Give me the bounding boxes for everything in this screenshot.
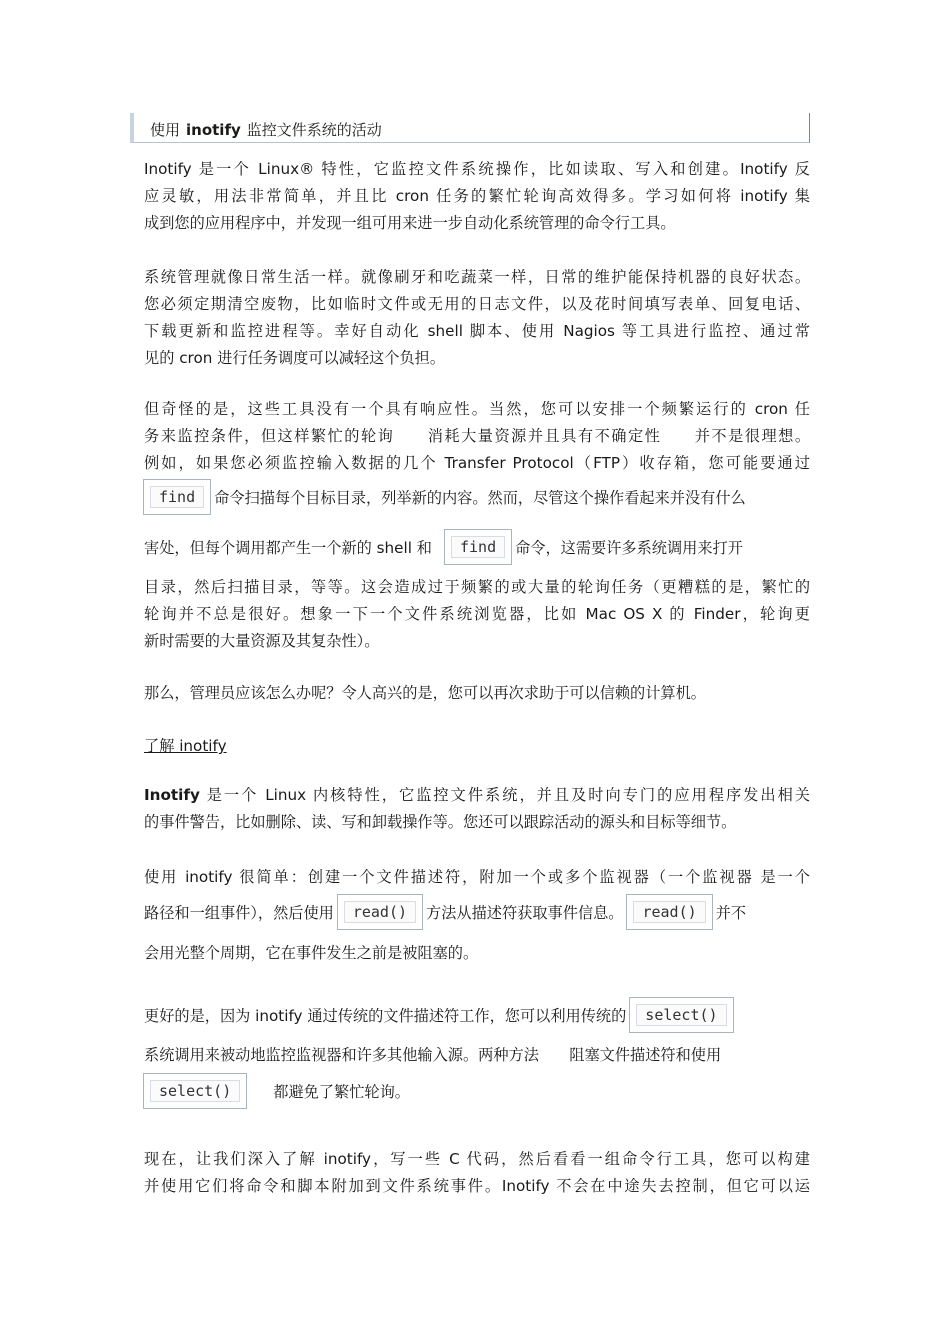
- code-select-box: [143, 1073, 247, 1109]
- text-fragment: 更好的是，因为 inotify 通过传统的文件描述符工作，您可以利用传统的: [144, 1006, 627, 1025]
- text-line: 系统管理就像日常生活一样。就像刷牙和吃蔬菜一样，日常的维护能保持机器的良好状态。: [144, 268, 810, 286]
- text-line-with-code: [144, 522, 812, 572]
- title-suffix: 监控文件系统的活动: [246, 121, 382, 139]
- code-find-box: [143, 479, 211, 515]
- code-read-box: [626, 894, 712, 930]
- paragraph-deep-dive: [144, 1146, 810, 1200]
- text-line: 应灵敏，用法非常简单，并且比 cron 任务的繁忙轮询高效得多。学习如何将 inotify 集: [144, 187, 810, 205]
- text-line: 轮询并不总是很好。想象一下一个文件系统浏览器，比如 Mac OS X 的 Finder，轮询更: [144, 605, 810, 623]
- text-line: 成到您的应用程序中，并发现一组可用来进一步自动化系统管理的命令行工具。: [144, 214, 676, 232]
- code-find-box: [444, 529, 512, 565]
- text-line-with-code: [143, 472, 811, 522]
- article-title-bar: [130, 113, 810, 143]
- title-keyword: inotify: [186, 121, 241, 139]
- article-title: [150, 119, 382, 140]
- text-fragment: 路径和一组事件），然后使用: [144, 903, 334, 922]
- text-line: [144, 782, 810, 809]
- paragraph-admin: [144, 264, 810, 372]
- text-line: 使用 inotify 很简单：创建一个文件描述符，附加一个或多个监视器（一个监视器 是一个: [144, 868, 810, 886]
- code-read: read(): [633, 901, 705, 923]
- text-fragment: 方法从描述符获取事件信息。: [426, 903, 624, 922]
- text-line: 但奇怪的是，这些工具没有一个具有响应性。当然，您可以安排一个频繁运行的 cron 任: [144, 400, 810, 418]
- text-line: 新时需要的大量资源及其复杂性）。: [144, 632, 380, 650]
- text-line: 见的 cron 进行任务调度可以减轻这个负担。: [144, 349, 446, 367]
- text-line: 的事件警告，比如删除、读、写和卸载操作等。您还可以跟踪活动的源头和目标等细节。: [144, 813, 737, 831]
- text-fragment: 并不: [715, 903, 747, 922]
- code-read-box: [337, 894, 423, 930]
- code-select: select(): [150, 1080, 240, 1102]
- paragraph-select: [144, 1042, 810, 1069]
- text-line: 下载更新和监控进程等。幸好自动化 shell 脚本、使用 Nagios 等工具进行监控、通过常: [144, 322, 810, 340]
- text-line: 现在，让我们深入了解 inotify，写一些 C 代码，然后看看一组命令行工具，您可以构建: [144, 1150, 810, 1168]
- text-line: 会用光整个周期，它在事件发生之前是被阻塞的。: [144, 944, 479, 962]
- code-find: find: [150, 486, 204, 508]
- text-line: 并使用它们将命令和脚本附加到文件系统事件。Inotify 不会在中途失去控制，但它可以运: [144, 1177, 810, 1195]
- text-line: 例如，如果您必须监控输入数据的几个 Transfer Protocol（FTP）收存箱，您可能要通过: [144, 454, 810, 472]
- paragraph-inotify-def: [144, 782, 810, 836]
- text-line: 您必须定期清空废物，比如临时文件或无用的日志文件，以及花时间填写表单、回复电话、: [144, 295, 810, 313]
- text-line-with-code: [144, 886, 812, 938]
- paragraph-question: [144, 680, 810, 707]
- text-line: 目录，然后扫描目录，等等。这会造成过于频繁的或大量的轮询任务（更糟糕的是，繁忙的: [144, 578, 810, 596]
- title-prefix: 使用: [150, 121, 181, 139]
- paragraph-polling-cont: [144, 574, 810, 655]
- paragraph-polling: [144, 396, 810, 477]
- text-fragment: 害处，但每个调用都产生一个新的 shell 和: [144, 538, 432, 557]
- code-select: select(): [636, 1004, 726, 1026]
- paragraph-usage-cont: [144, 940, 810, 967]
- text-line: Inotify 是一个 Linux® 特性，它监控文件系统操作，比如读取、写入和创建。Inotify 反: [144, 160, 810, 178]
- text-line-with-code: [144, 990, 812, 1040]
- text-line: 那么，管理员应该怎么办呢？令人高兴的是，您可以再次求助于可以信赖的计算机。: [144, 684, 706, 702]
- text-fragment: 命令扫描每个目标目录，列举新的内容。然而，尽管这个操作看起来并没有什么: [214, 488, 746, 507]
- text-line-with-code: [143, 1066, 811, 1116]
- text-fragment: 是一个 Linux 内核特性，它监控文件系统，并且及时向专门的应用程序发出相关: [199, 786, 810, 804]
- intro-paragraph: [144, 156, 810, 237]
- text-fragment: 都避免了繁忙轮询。: [273, 1082, 410, 1101]
- text-line: 系统调用来被动地监控监视器和许多其他输入源。两种方法 阻塞文件描述符和使用: [144, 1046, 722, 1064]
- code-select-box: [629, 997, 733, 1033]
- code-find: find: [451, 536, 505, 558]
- text-line: 务来监控条件，但这样繁忙的轮询 消耗大量资源并且具有不确定性 并不是很理想。: [144, 427, 810, 445]
- bold-inotify: Inotify: [144, 786, 200, 804]
- section-link-inotify[interactable]: 了解 inotify: [144, 737, 227, 755]
- text-fragment: 命令，这需要许多系统调用来打开: [515, 538, 743, 557]
- code-read: read(): [344, 901, 416, 923]
